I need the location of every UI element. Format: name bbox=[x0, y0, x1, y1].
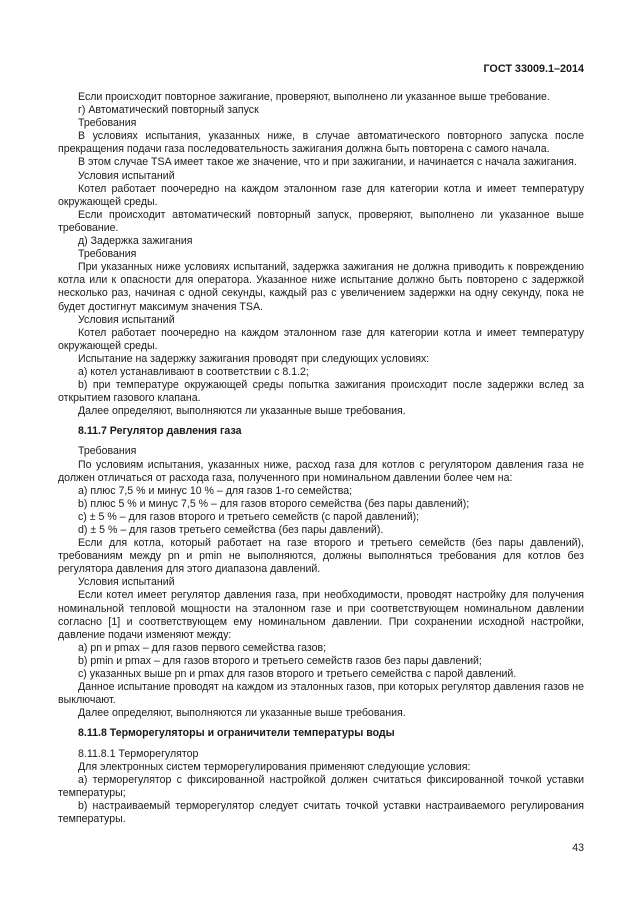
paragraph: Если происходит автоматический повторный запуск, проверяют, выполнено ли указанное выше требование. bbox=[58, 208, 584, 234]
paragraph: В условиях испытания, указанных ниже, в случае автоматического повторного запуска после прекращения подачи газа последовательность зажигания должна быть повторена с самого начала. bbox=[58, 130, 584, 156]
paragraph: Данное испытание проводят на каждом из эталонных газов, при которых регулятор давления газов не выключают. bbox=[58, 681, 584, 707]
paragraph: Требования bbox=[78, 117, 137, 130]
paragraph: Условия испытаний bbox=[78, 576, 175, 589]
paragraph: Условия испытаний bbox=[78, 169, 175, 182]
paragraph: Требования bbox=[78, 248, 137, 261]
paragraph: b) плюс 5 % и минус 7,5 % – для газов второго семейства (без пары давлений); bbox=[78, 497, 470, 510]
paragraph: c) ± 5 % – для газов второго и третьего семейств (с парой давлений); bbox=[78, 510, 420, 523]
paragraph: a) плюс 7,5 % и минус 10 % – для газов 1-го семейства; bbox=[78, 484, 353, 497]
paragraph: Если котел имеет регулятор давления газа, при необходимости, проводят настройку для получения номинальной тепловой мощности на эталонном газе и при соответствующем номинальном давлении согласно [1] и соответствующем ему номинальном давлении. При сохранении исходной настройки, давление подачи изменяют между: bbox=[58, 589, 584, 641]
paragraph: b) при температуре окружающей среды попытка зажигания происходит после задержки вслед за открытием газового клапана. bbox=[58, 379, 584, 405]
paragraph: По условиям испытания, указанных ниже, расход газа для котлов с регулятором давления газа не должен отличаться от расхода газа, полученного при номинальном давлении более чем на: bbox=[58, 458, 584, 484]
paragraph: a) pn и pmax – для газов первого семейства газов; bbox=[78, 641, 327, 654]
paragraph: Далее определяют, выполняются ли указанные выше требования. bbox=[78, 707, 406, 720]
paragraph: Далее определяют, выполняются ли указанные выше требования. bbox=[78, 405, 406, 418]
paragraph: c) указанных выше pn и pmax для газов второго и третьего семейства с парой давлений. bbox=[78, 668, 517, 681]
paragraph: Для электронных систем терморегулирования применяют следующие условия: bbox=[78, 760, 471, 773]
document-body bbox=[58, 91, 584, 826]
paragraph: a) котел устанавливают в соответствии с 8.1.2; bbox=[78, 365, 309, 378]
paragraph: Котел работает поочередно на каждом эталонном газе для категории котла и имеет температуру окружающей среды. bbox=[58, 326, 584, 352]
paragraph: д) Задержка зажигания bbox=[78, 235, 193, 248]
paragraph: d) ± 5 % – для газов третьего семейства (без пары давлений). bbox=[78, 524, 384, 536]
paragraph: a) терморегулятор с фиксированной настройкой должен считаться фиксированной точкой уставки температуры; bbox=[58, 773, 584, 799]
paragraph: Условия испытаний bbox=[78, 313, 175, 326]
standard-code-header: ГОСТ 33009.1–2014 bbox=[483, 63, 584, 75]
paragraph: г) Автоматический повторный запуск bbox=[78, 104, 259, 117]
paragraph: b) pmin и pmax – для газов второго и третьего семейств газов без пары давлений; bbox=[78, 654, 482, 667]
section-heading: 8.11.7 Регулятор давления газа bbox=[78, 425, 242, 438]
paragraph: В этом случае TSA имеет такое же значение, что и при зажигании, и начинается с начала зажигания. bbox=[78, 156, 577, 169]
paragraph: Если происходит повторное зажигание, проверяют, выполнено ли указанное выше требование. bbox=[78, 91, 550, 103]
page-number: 43 bbox=[572, 842, 584, 854]
paragraph: Котел работает поочередно на каждом эталонном газе для категории котла и имеет температуру окружающей среды. bbox=[58, 182, 584, 208]
paragraph: При указанных ниже условиях испытаний, задержка зажигания не должна приводить к повреждению котла или к опасности для оператора. Указанное ниже испытание должно быть повторено с задержкой несколько раз, начиная с одной секунды, каждый раз с увеличением задержки на одну секунду, пока не будет достигнут максимум значения TSA. bbox=[58, 261, 584, 313]
paragraph: 8.11.8.1 Терморегулятор bbox=[78, 747, 199, 760]
paragraph: Требования bbox=[78, 445, 137, 458]
section-heading: 8.11.8 Терморегуляторы и ограничители температуры воды bbox=[78, 727, 395, 740]
paragraph: Если для котла, который работает на газе второго и третьего семейств (без пары давлений), требованиям между pn и pmin не выполняются, должны выполняться требования для котлов без регулятора давления для этого диапазона давлений. bbox=[58, 537, 584, 576]
paragraph: b) настраиваемый терморегулятор следует считать точкой уставки настраиваемого регулирования температуры. bbox=[58, 799, 584, 825]
paragraph: Испытание на задержку зажигания проводят при следующих условиях: bbox=[78, 352, 430, 365]
